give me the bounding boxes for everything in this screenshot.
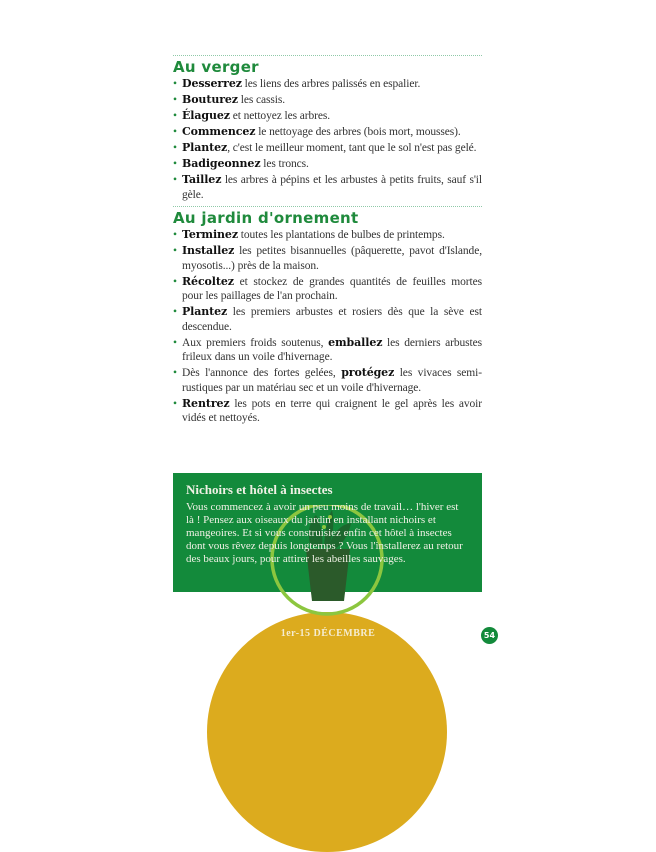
list-item [173, 228, 482, 243]
item-text: Aux premiers froids soutenus, [182, 336, 329, 349]
ornement-list [173, 228, 482, 426]
content-column [173, 55, 482, 430]
item-text: les liens des arbres palissés en espalier. [241, 78, 421, 90]
item-text: et nettoyez les arbres. [229, 110, 331, 122]
item-text: les petites bisannuelles (pâquerette, pavot d'Islande, myosotis...) près de la maison. [182, 245, 482, 272]
item-text: les vivaces semi-rustiques par un matériau sec et un voile d'hivernage. [182, 367, 482, 394]
divider [173, 55, 482, 56]
list-item [173, 305, 482, 334]
list-item [173, 275, 482, 304]
tip-box [173, 473, 482, 592]
list-item [173, 109, 482, 124]
list-item [173, 397, 482, 426]
item-verb: Récoltez [182, 274, 234, 288]
item-text: les troncs. [260, 158, 309, 170]
tip-title: Nichoirs et hôtel à insectes [186, 482, 333, 497]
list-item [173, 366, 482, 395]
item-verb: Élaguez [182, 109, 230, 122]
item-text: et stockez de grandes quantités de feuilles mortes pour les paillages de l'an prochain. [182, 275, 482, 302]
item-verb: Plantez [182, 141, 228, 154]
item-verb: protégez [341, 366, 395, 379]
item-text: les premiers arbustes et rosiers dès que la sève est descendue. [182, 306, 482, 333]
item-text: les derniers arbustes frileux dans un voile d'hivernage. [182, 336, 483, 363]
list-item [173, 157, 482, 172]
page-number: 54 [481, 627, 498, 644]
list-item [173, 244, 482, 273]
list-item [173, 173, 482, 202]
list-item [173, 125, 482, 140]
item-verb: Badigeonnez [182, 157, 261, 170]
item-verb: Commencez [182, 125, 256, 138]
verger-list [173, 77, 482, 202]
item-text: les pots en terre qui craignent le gel après les avoir vidés et nettoyés. [182, 397, 482, 424]
item-text: les cassis. [237, 94, 285, 106]
list-item [173, 93, 482, 108]
item-verb: Installez [182, 244, 235, 257]
date-range: 1er-15 DÉCEMBRE [280, 628, 376, 639]
item-verb: Terminez [182, 228, 238, 241]
decorative-semicircle [207, 612, 447, 852]
item-verb: Bouturez [182, 93, 238, 106]
item-text: Dès l'annonce des fortes gelées, [182, 367, 342, 379]
item-verb: Rentrez [182, 396, 230, 410]
tip-text: Vous commencez à avoir un peu moins de travail… l'hiver est là ! Pensez aux oiseaux du jardin en installant nichoirs et mangeoires. Et si vous construisiez enfin cet hôtel à insectes dont vous rêvez depuis longtemps ? Vous l'installerez au retour des beaux jours, pour attirer les abeilles sauvages. [186, 501, 463, 565]
item-text: le nettoyage des arbres (bois mort, mousses). [255, 126, 461, 138]
item-verb: Taillez [182, 173, 222, 186]
list-item [173, 336, 482, 365]
item-text: les arbres à pépins et les arbustes à petits fruits, sauf s'il gèle. [182, 174, 482, 201]
item-text: toutes les plantations de bulbes de printemps. [237, 229, 445, 241]
item-verb: emballez [328, 335, 383, 349]
divider [173, 206, 482, 207]
item-verb: Plantez [182, 305, 228, 318]
list-item [173, 141, 482, 156]
list-item [173, 77, 482, 92]
item-text: , c'est le meilleur moment, tant que le sol n'est pas gelé. [227, 142, 477, 154]
section-title-verger: Au verger [173, 58, 259, 76]
section-title-ornement: Au jardin d'ornement [173, 209, 359, 227]
item-verb: Desserrez [182, 77, 242, 90]
